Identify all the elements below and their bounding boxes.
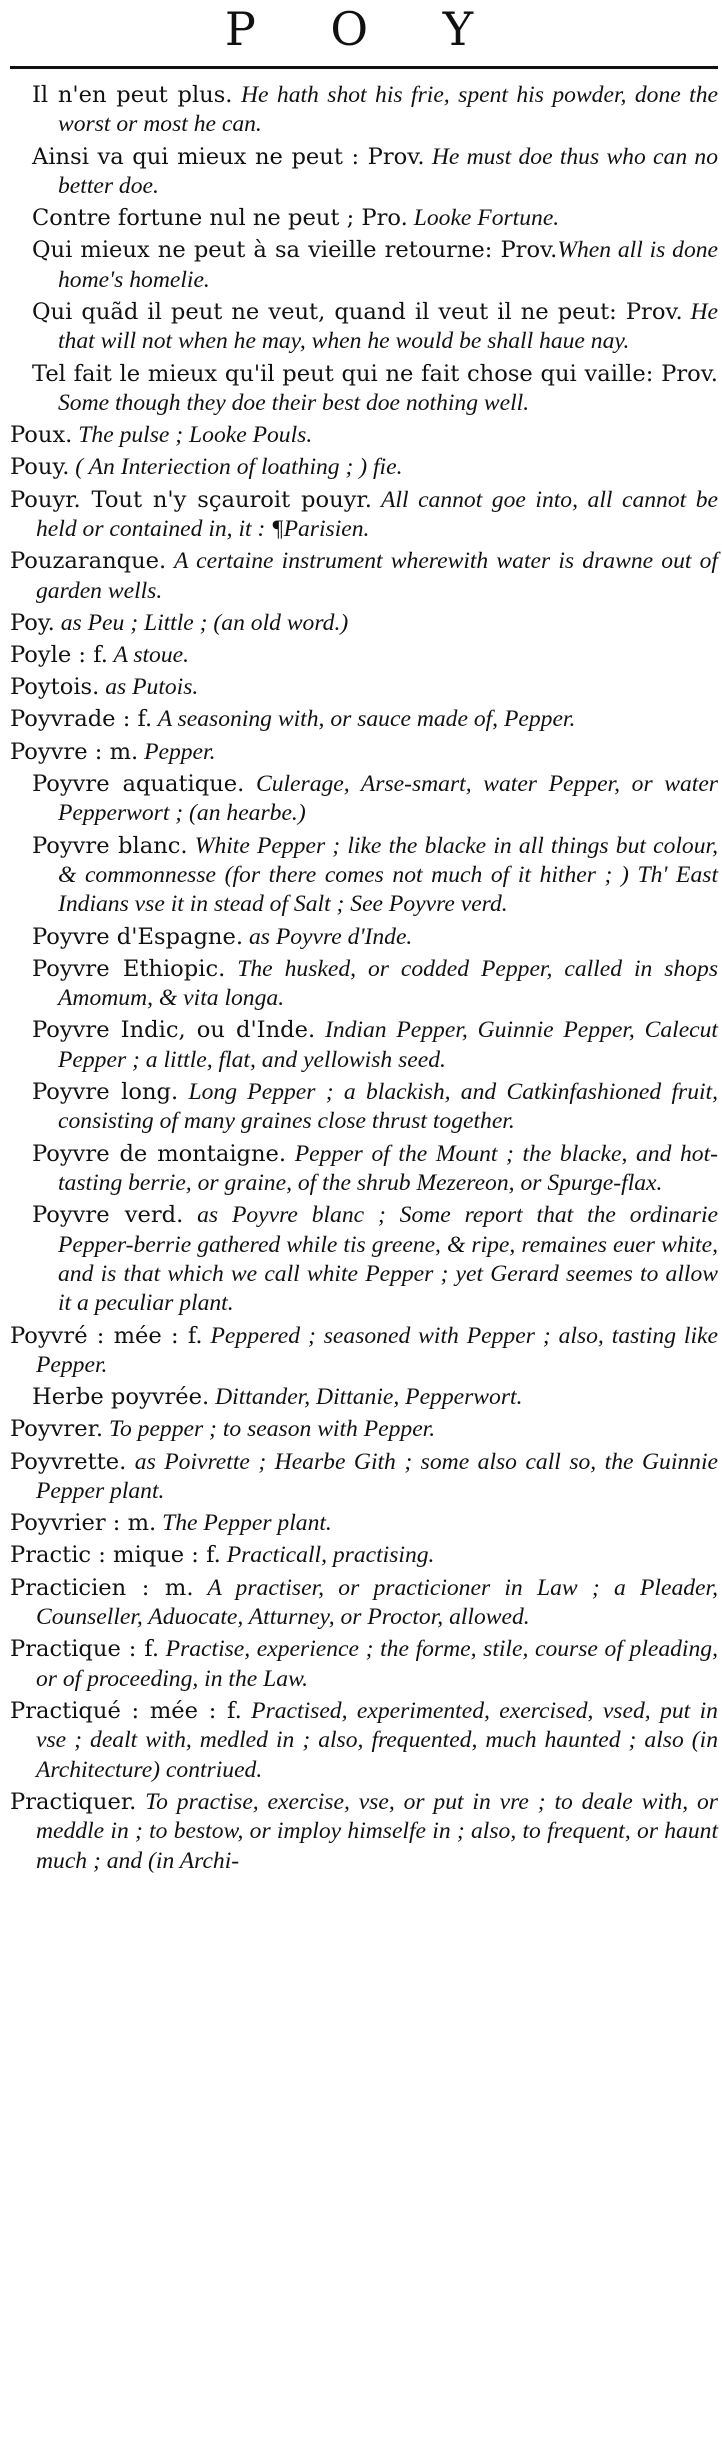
entry-gloss: ( An Interiection of loathing ; ) fie. bbox=[69, 454, 403, 481]
entry-gloss: as Putois. bbox=[99, 674, 199, 701]
entry-gloss: Culerage, Arse-smart, water Pepper, or water Pepperwort ; (an hearbe.) bbox=[58, 770, 718, 827]
entry-gloss: Practised, experimented, exercised, vsed, put in vse ; dealt with, medled in ; also, frequented, much haunted ; also (in Architecture) contriued. bbox=[36, 1697, 718, 1783]
entry-headword: Poyle : f. bbox=[10, 642, 108, 669]
entry-headword: Poyvre verd. bbox=[32, 1202, 184, 1229]
entry-gloss: To practise, exercise, vse, or put in vre ; to deale with, or meddle in ; to bestow, or imploy himselfe in ; also, to frequent, or haunt much ; and (in Archi- bbox=[36, 1788, 718, 1874]
dictionary-entry bbox=[10, 923, 718, 952]
entry-gloss: as Poyvre d'Inde. bbox=[243, 923, 413, 950]
entry-headword: Poyvrier : m. bbox=[10, 1510, 157, 1537]
entry-gloss: Dittander, Dittanie, Pepperwort. bbox=[209, 1384, 523, 1411]
entry-headword: Poyvre Ethiopic. bbox=[32, 955, 226, 982]
entry-headword: Ainsi va qui mieux ne peut : Prov. bbox=[32, 143, 425, 170]
dictionary-entry bbox=[10, 453, 718, 482]
dictionary-entry bbox=[10, 1509, 718, 1538]
dictionary-entry bbox=[10, 738, 718, 767]
entry-headword: Pouzaranque. bbox=[10, 548, 167, 575]
entry-gloss: Some though they doe their best doe nothing well. bbox=[58, 390, 530, 417]
entry-gloss: The pulse ; Looke Pouls. bbox=[72, 422, 313, 449]
dictionary-entry bbox=[10, 1541, 718, 1570]
entry-headword: Poytois. bbox=[10, 674, 100, 701]
dictionary-entry bbox=[10, 1322, 718, 1381]
entry-gloss: All cannot goe into, all cannot be held or contained in, it : ¶Parisien. bbox=[36, 486, 718, 543]
dictionary-entry bbox=[10, 1788, 718, 1876]
dictionary-entry bbox=[10, 486, 718, 545]
entry-headword: Poyvre de montaigne. bbox=[32, 1140, 287, 1167]
entry-gloss: The husked, or codded Pepper, called in shops Amomum, & vita longa. bbox=[58, 955, 719, 1012]
dictionary-entry bbox=[10, 705, 718, 734]
entry-headword: Contre fortune nul ne peut ; Pro. bbox=[32, 205, 408, 232]
entry-headword: Poyvrer. bbox=[10, 1416, 104, 1443]
entry-headword: Poyvrade : f. bbox=[10, 706, 153, 733]
entry-gloss: White Pepper ; like the blacke in all things but colour, & commonnesse (for there comes not much of it hither ; ) Th' East Indians vse it in stead of Salt ; See Poyvre verd. bbox=[58, 832, 718, 918]
entry-gloss: as Poyvre blanc ; Some report that the ordinarie Pepper-berrie gathered while tis greene, & ripe, remaines euer white, and is that which we call white Pepper ; yet Gerard seemes to allow it a peculiar plant. bbox=[58, 1202, 718, 1317]
dictionary-entry bbox=[10, 1016, 718, 1075]
dictionary-entry bbox=[10, 770, 718, 829]
entry-headword: Tel fait le mieux qu'il peut qui ne fait chose qui vaille: Prov. bbox=[32, 360, 718, 387]
entry-gloss: Indian Pepper, Guinnie Pepper, Calecut Pepper ; a little, flat, and yellowish seed. bbox=[58, 1017, 718, 1073]
entry-headword: Poyvre aquatique. bbox=[32, 770, 245, 797]
entry-headword: Poyvre d'Espagne. bbox=[32, 923, 244, 950]
dictionary-entry bbox=[10, 673, 718, 702]
dictionary-entry bbox=[10, 360, 718, 419]
entry-gloss: Peppered ; seasoned with Pepper ; also, tasting like Pepper. bbox=[36, 1322, 718, 1378]
dictionary-entry bbox=[10, 547, 718, 606]
entry-gloss: as Peu ; Little ; (an old word.) bbox=[54, 609, 349, 636]
entry-headword: Practic : mique : f. bbox=[10, 1542, 221, 1569]
entry-gloss: Practicall, practising. bbox=[220, 1542, 435, 1569]
dictionary-entry bbox=[10, 81, 718, 140]
dictionary-entry bbox=[10, 204, 718, 233]
dictionary-entry bbox=[10, 236, 718, 295]
dictionary-entry bbox=[10, 641, 718, 670]
entry-headword: Poux. bbox=[10, 422, 73, 449]
page-header: P O Y bbox=[224, 2, 504, 56]
entry-headword: Poyvre Indic, ou d'Inde. bbox=[32, 1017, 316, 1044]
entry-gloss: A seasoning with, or sauce made of, Pepper. bbox=[152, 706, 576, 733]
dictionary-entry bbox=[10, 1078, 718, 1137]
dictionary-entry bbox=[10, 298, 718, 357]
entry-headword: Practicien : m. bbox=[10, 1574, 194, 1601]
entry-gloss: When all is done home's homelie. bbox=[58, 237, 719, 293]
entry-gloss: A certaine instrument wherewith water is drawne out of garden wells. bbox=[36, 548, 718, 604]
entry-gloss: He that will not when he may, when he would be shall haue nay. bbox=[58, 299, 718, 355]
dictionary-entry bbox=[10, 832, 718, 920]
entry-headword: Practiqué : mée : f. bbox=[10, 1697, 242, 1724]
entry-gloss: He must doe thus who can no better doe. bbox=[58, 143, 718, 200]
dictionary-entry bbox=[10, 421, 718, 450]
entry-gloss: A practiser, or practicioner in Law ; a Pleader, Counseller, Aduocate, Atturney, or Proctor, allowed. bbox=[36, 1574, 718, 1631]
entry-gloss: Pepper of the Mount ; the blacke, and hot-tasting berrie, or graine, of the shrub Mezereon, or Spurge-flax. bbox=[58, 1140, 718, 1196]
dictionary-entry bbox=[10, 1201, 718, 1319]
entry-gloss: Looke Fortune. bbox=[407, 205, 560, 232]
entry-list bbox=[10, 69, 718, 1876]
entry-headword: Il n'en peut plus. bbox=[32, 82, 233, 108]
dictionary-entry bbox=[10, 1697, 718, 1785]
entry-headword: Poyvre blanc. bbox=[32, 832, 188, 859]
entry-gloss: The Pepper plant. bbox=[156, 1510, 332, 1537]
dictionary-entry bbox=[10, 1448, 718, 1507]
entry-gloss: To pepper ; to season with Pepper. bbox=[103, 1416, 436, 1443]
entry-headword: Practique : f. bbox=[10, 1636, 160, 1663]
dictionary-entry bbox=[10, 1415, 718, 1444]
entry-headword: Poyvré : mée : f. bbox=[10, 1322, 203, 1349]
entry-headword: Herbe poyvrée. bbox=[32, 1384, 210, 1411]
entry-headword: Poyvre : m. bbox=[10, 738, 139, 765]
entry-gloss: He hath shot his frie, spent his powder, done the worst or most he can. bbox=[58, 82, 718, 138]
entry-headword: Practiquer. bbox=[10, 1788, 137, 1815]
dictionary-entry bbox=[10, 1140, 718, 1199]
entry-headword: Qui mieux ne peut à sa vieille retourne: Prov. bbox=[32, 237, 558, 264]
entry-headword: Pouyr. Tout n'y sçauroit pouyr. bbox=[10, 486, 372, 513]
entry-gloss: A stoue. bbox=[107, 642, 190, 669]
dictionary-entry bbox=[10, 1574, 718, 1633]
entry-headword: Poyvrette. bbox=[10, 1448, 127, 1475]
dictionary-entry bbox=[10, 1383, 718, 1412]
entry-headword: Qui quãd il peut ne veut, quand il veut il ne peut: Prov. bbox=[32, 299, 683, 326]
entry-gloss: as Poivrette ; Hearbe Gith ; some also call so, the Guinnie Pepper plant. bbox=[36, 1448, 718, 1504]
dictionary-entry bbox=[10, 609, 718, 638]
entry-gloss: Practise, experience ; the forme, stile, course of pleading, or of proceeding, in the Law. bbox=[36, 1636, 718, 1692]
entry-headword: Pouy. bbox=[10, 454, 70, 481]
entry-headword: Poy. bbox=[10, 609, 55, 636]
entry-headword: Poyvre long. bbox=[32, 1078, 179, 1105]
dictionary-entry bbox=[10, 955, 718, 1014]
dictionary-entry bbox=[10, 143, 718, 202]
dictionary-entry bbox=[10, 1635, 718, 1694]
entry-gloss: Pepper. bbox=[138, 738, 216, 765]
entry-gloss: Long Pepper ; a blackish, and Catkinfashioned fruit, consisting of many graines close thrust together. bbox=[58, 1078, 719, 1135]
